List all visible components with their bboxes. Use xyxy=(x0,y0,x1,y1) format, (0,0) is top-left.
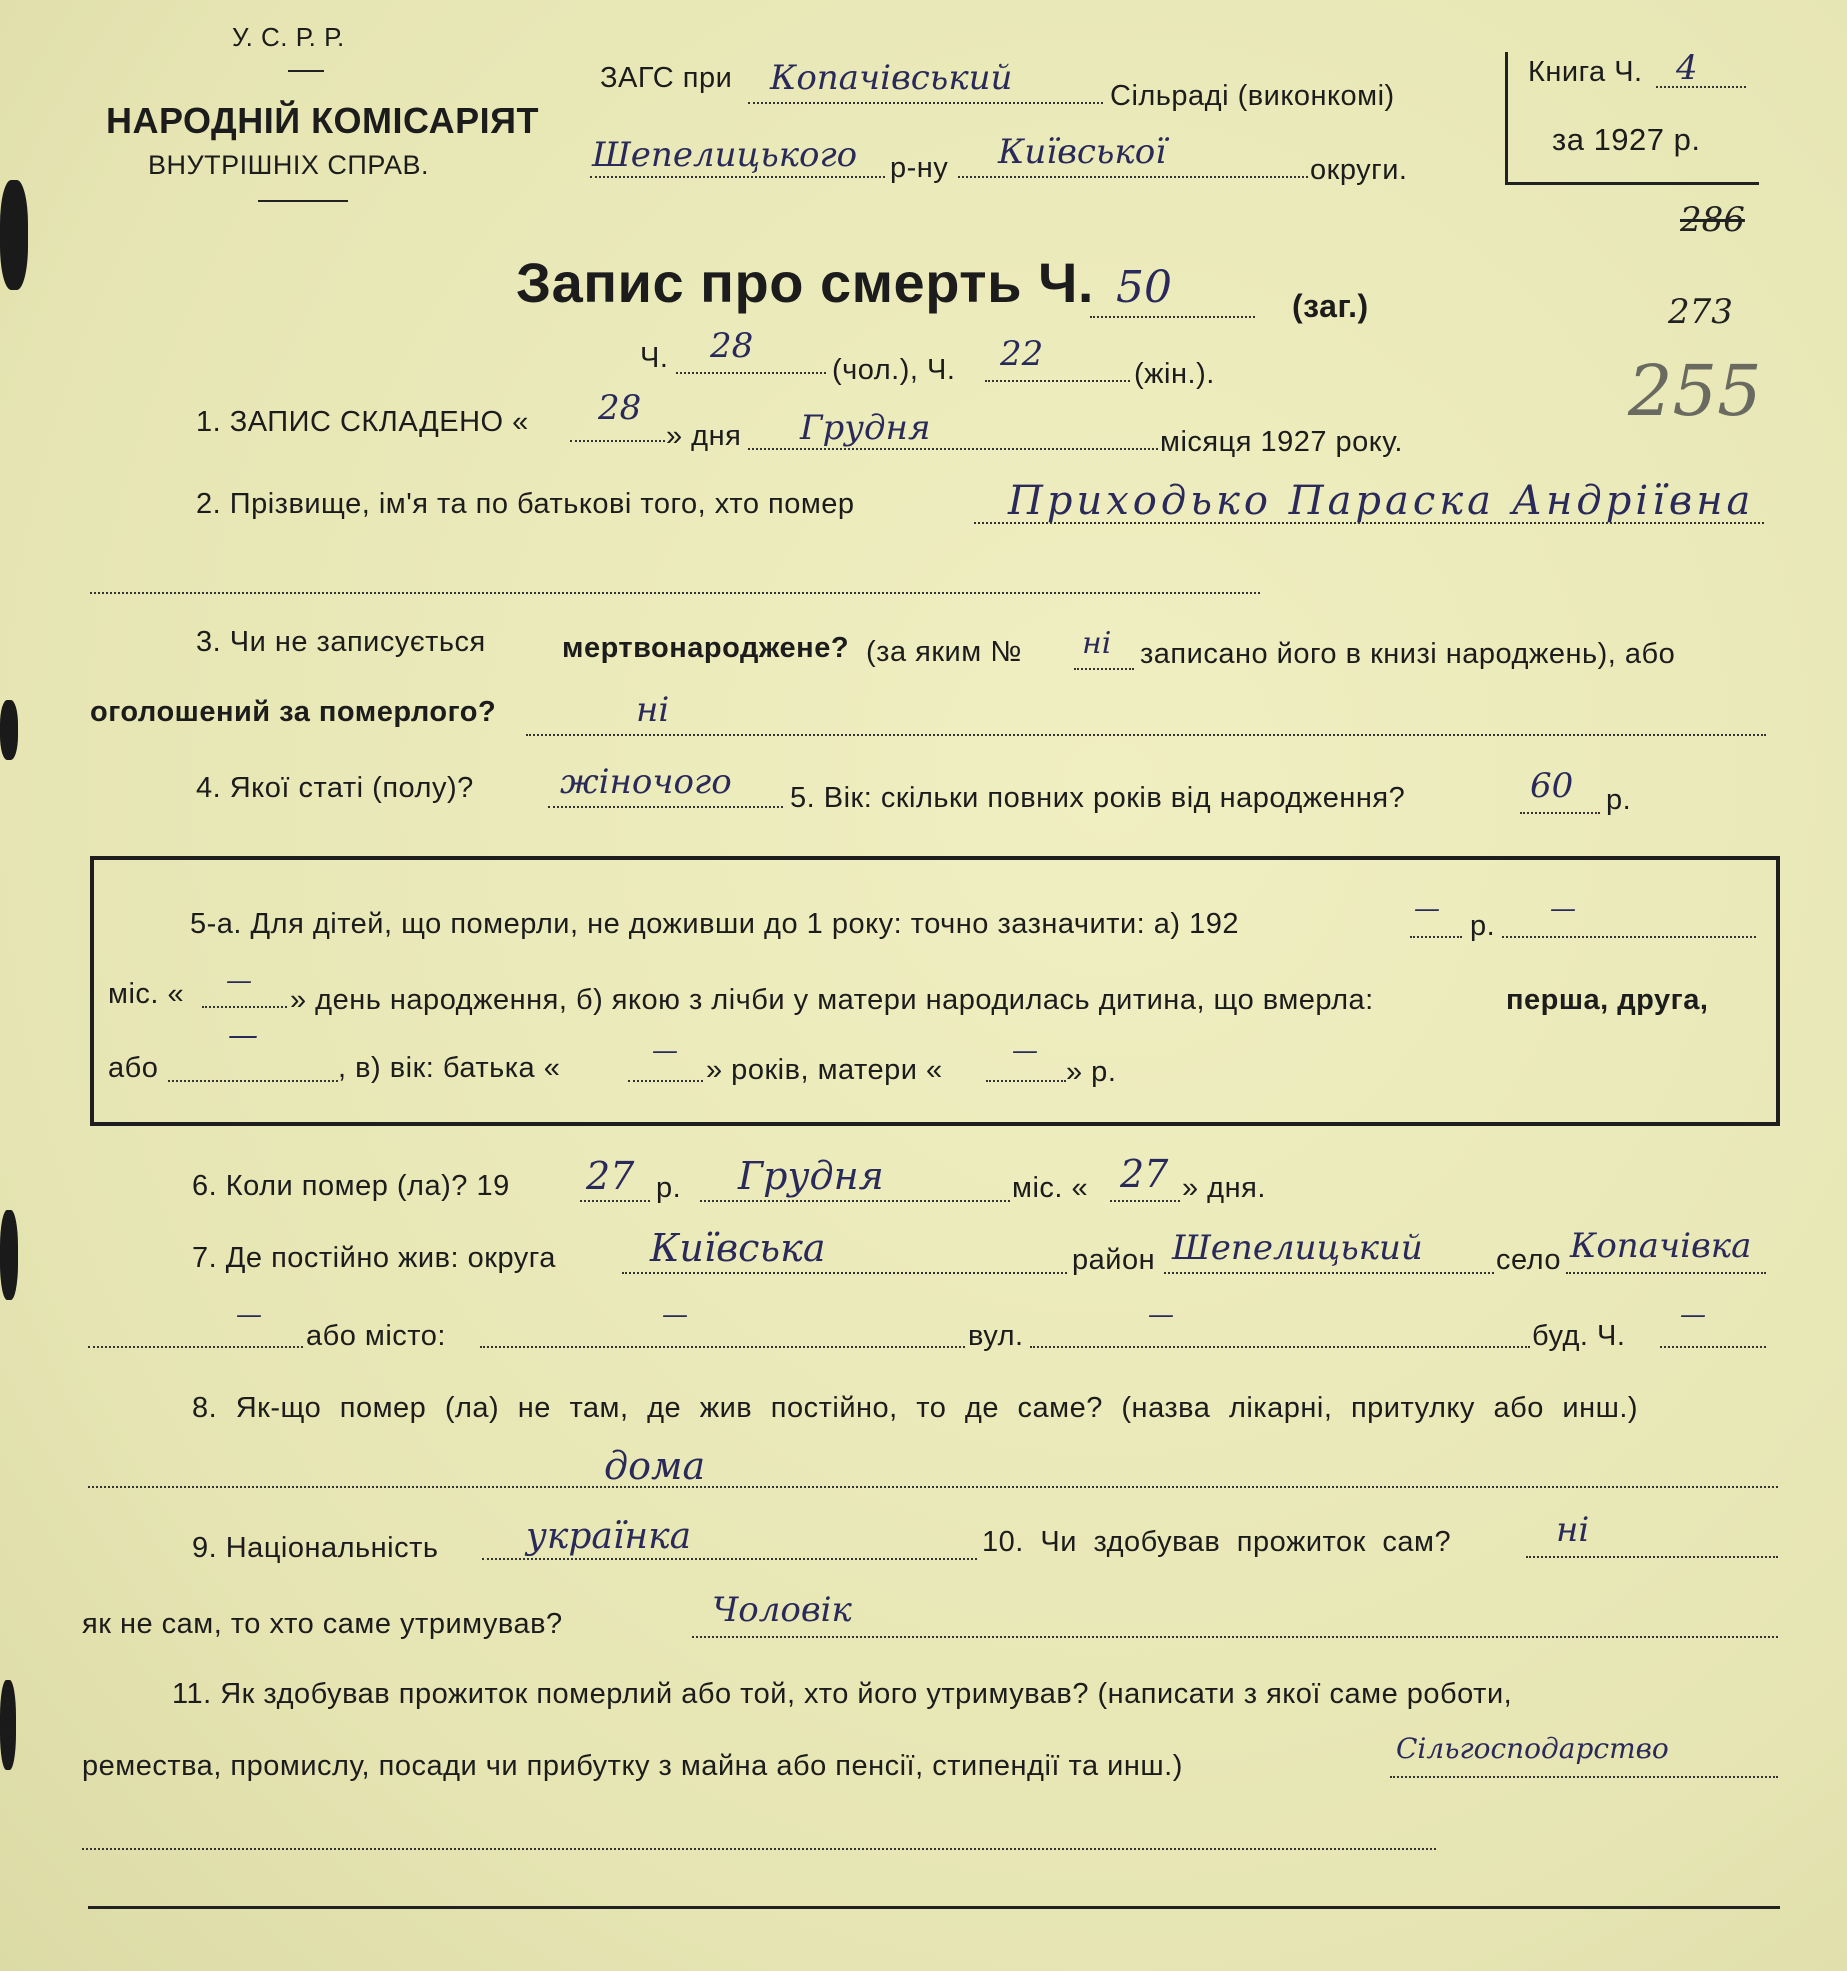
field3-num-line xyxy=(1074,668,1134,670)
field3-num: ні xyxy=(1082,626,1112,661)
record-number-line xyxy=(1090,316,1255,318)
field3-c: (за яким № xyxy=(866,636,1022,668)
field4-value: жіночого xyxy=(560,762,732,802)
field5a-father-dash: — xyxy=(652,1036,678,1066)
field2-value: Приходько Параска Андріївна xyxy=(1008,478,1755,524)
field7-okruha: Київська xyxy=(650,1226,826,1270)
field6-end: » дня. xyxy=(1182,1172,1266,1204)
field3-a: 3. Чи не записується xyxy=(196,626,486,658)
book-value: 4 xyxy=(1676,48,1698,88)
field5a-line1: 5-а. Для дітей, що померли, не доживши до 1 року: точно зазначити: а) 192 xyxy=(190,908,1240,940)
field5a-line2a: міс. « xyxy=(108,978,185,1010)
council-label: Сільраді (виконкомі) xyxy=(1110,80,1395,112)
book-box-bottom xyxy=(1505,182,1759,185)
field10b-line xyxy=(692,1636,1778,1638)
field5a-mother-line xyxy=(986,1080,1066,1082)
field3-e: оголошений за померлого? xyxy=(90,696,497,728)
field6-r: р. xyxy=(656,1172,682,1204)
field7-raion-line xyxy=(1164,1272,1494,1274)
male-count-line xyxy=(676,372,826,374)
field6-year: 27 xyxy=(586,1154,635,1198)
field5a-line3d: » р. xyxy=(1066,1056,1117,1088)
field2-label: 2. Прізвище, ім'я та по батькові того, хто помер xyxy=(196,488,855,520)
zags-line xyxy=(748,102,1103,104)
field11-value: Сільгосподарство xyxy=(1396,1732,1669,1765)
field7-vul-line xyxy=(1030,1346,1530,1348)
divider xyxy=(258,200,348,202)
female-count-line xyxy=(985,380,1130,382)
field5a-r: р. xyxy=(1470,910,1496,942)
okruha-value: Київської xyxy=(998,132,1167,172)
book-year: за 1927 р. xyxy=(1552,122,1701,157)
field5a-day-line xyxy=(202,1006,287,1008)
district-value: Шепелицького xyxy=(592,135,858,175)
field5a-father-line xyxy=(628,1080,703,1082)
field7-bud-line xyxy=(1660,1346,1766,1348)
district-label: р-ну xyxy=(890,152,949,184)
corner-number-3: 255 xyxy=(1628,350,1762,432)
field7-line-2 xyxy=(88,1346,303,1348)
field5a-mother-dash: — xyxy=(1012,1036,1038,1066)
book-label: Книга Ч. xyxy=(1528,56,1643,88)
field7-label: 7. Де постійно жив: округа xyxy=(192,1242,556,1274)
field3-b: мертвонароджене? xyxy=(562,632,850,664)
field7-misto: або місто: xyxy=(306,1320,446,1352)
field7-dash-2: — xyxy=(662,1300,688,1330)
field7-dash-1: — xyxy=(236,1300,262,1330)
field2-line-2 xyxy=(90,592,1260,594)
field5a-line2c: перша, друга, xyxy=(1506,984,1709,1016)
commissariat-title: НАРОДНІЙ КОМІСАРІЯТ xyxy=(106,100,540,141)
field1-label: 1. ЗАПИС СКЛАДЕНО « xyxy=(196,406,529,438)
field6-mis: міс. « xyxy=(1012,1172,1089,1204)
book-box-left xyxy=(1505,52,1508,184)
field5-line xyxy=(1520,812,1600,814)
field5a-line3a: або xyxy=(108,1052,159,1084)
field7-okruha-line xyxy=(622,1272,1067,1274)
field6-month-line xyxy=(700,1200,1010,1202)
field1-day: 28 xyxy=(598,388,642,428)
field10-value: ні xyxy=(1556,1510,1590,1550)
commissariat-subtitle: ВНУТРІШНІХ СПРАВ. xyxy=(148,150,430,180)
field9-value: українка xyxy=(526,1516,692,1557)
field7-raion: район xyxy=(1072,1244,1156,1276)
male-label: (чол.), Ч. xyxy=(832,354,956,386)
zags-value: Копачівський xyxy=(770,58,1013,98)
female-count: 22 xyxy=(1000,334,1044,374)
republic-label: У. С. Р. Р. xyxy=(232,22,345,52)
zags-label: ЗАГС при xyxy=(600,62,733,94)
field10b-value: Чоловік xyxy=(712,1590,852,1630)
field5-value: 60 xyxy=(1530,766,1574,806)
field7-bud: буд. Ч. xyxy=(1532,1320,1626,1352)
field6-label: 6. Коли помер (ла)? 19 xyxy=(192,1170,510,1202)
field1-mid: » дня xyxy=(666,420,742,452)
field7-selo-line xyxy=(1566,1272,1766,1274)
field11-line2: ремества, промислу, посади чи прибутку з майна або пенсії, стипендії та инш.) xyxy=(82,1750,1183,1782)
field5a-line2b: » день народження, б) якою з лічби у матери народилась дитина, що вмерла: xyxy=(290,984,1374,1016)
field10-label: 10. Чи здобував прожиток сам? xyxy=(982,1526,1452,1558)
record-title: Запис про смерть Ч. xyxy=(516,251,1094,314)
field7-raion-value: Шепелицький xyxy=(1172,1228,1423,1268)
record-number: 50 xyxy=(1116,262,1172,313)
field6-day-line xyxy=(1110,1200,1180,1202)
edge-stain xyxy=(0,700,18,760)
divider xyxy=(288,70,324,72)
field7-dash-3: — xyxy=(1148,1300,1174,1330)
field5a-year-dash: — xyxy=(1414,894,1440,924)
field11-line-2 xyxy=(82,1848,1436,1850)
field8-value: дома xyxy=(604,1444,706,1488)
district-line xyxy=(590,176,885,178)
male-count: 28 xyxy=(710,326,754,366)
field8-label: 8. Як-що помер (ла) не там, де жив постійно, то де саме? (назва лікарні, притулку або инш.) xyxy=(192,1392,1639,1424)
edge-stain xyxy=(0,1210,18,1300)
field5a-month-dash: — xyxy=(1550,894,1576,924)
edge-stain xyxy=(0,1680,16,1770)
field5a-order-line xyxy=(168,1080,338,1082)
okruha-label: округи. xyxy=(1310,154,1408,186)
field6-month: Грудня xyxy=(738,1154,884,1198)
field8-line xyxy=(88,1486,1778,1488)
record-general: (заг.) xyxy=(1292,288,1369,324)
field5a-day-dash: — xyxy=(226,966,252,996)
field5a-line3c: » років, матери « xyxy=(706,1054,943,1086)
book-line xyxy=(1656,86,1746,88)
field1-end: місяця 1927 року. xyxy=(1160,426,1403,458)
field4-line xyxy=(548,806,783,808)
edge-stain xyxy=(0,180,28,290)
male-count-label: Ч. xyxy=(640,342,669,374)
field6-year-line xyxy=(580,1200,650,1202)
okruha-line xyxy=(958,176,1308,178)
field3-value: ні xyxy=(636,690,670,730)
field7-vul: вул. xyxy=(968,1320,1024,1352)
field9-label: 9. Національність xyxy=(192,1532,439,1564)
field5-end: р. xyxy=(1606,784,1632,816)
field1-month: Грудня xyxy=(800,408,931,448)
field10b-label: як не сам, то хто саме утримував? xyxy=(82,1608,563,1640)
field3-d: записано його в книзі народжень), або xyxy=(1140,638,1676,670)
field7-dash-4: — xyxy=(1680,1300,1706,1330)
corner-number-2: 273 xyxy=(1668,292,1733,332)
field11-line1: 11. Як здобував прожиток померлий або той, хто його утримував? (написати з якої саме роботи, xyxy=(172,1678,1513,1710)
field7-misto-line xyxy=(480,1346,965,1348)
field1-month-line xyxy=(748,448,1158,450)
field7-selo-value: Копачівка xyxy=(1570,1226,1752,1266)
field1-day-line xyxy=(570,440,665,442)
field10-line xyxy=(1526,1556,1778,1558)
field7-selo: село xyxy=(1496,1244,1562,1276)
field5a-month-line xyxy=(1502,936,1756,938)
field3-line xyxy=(526,734,1766,736)
field11-line xyxy=(1390,1776,1778,1778)
field5a-order-dash: — xyxy=(228,1018,258,1053)
field5a-year-line xyxy=(1410,936,1462,938)
female-label: (жін.). xyxy=(1134,358,1215,390)
field4-label: 4. Якої статі (полу)? xyxy=(196,772,474,804)
field9-line xyxy=(482,1558,977,1560)
field5a-line3b: , в) вік: батька « xyxy=(338,1052,561,1084)
bottom-rule xyxy=(88,1906,1780,1909)
corner-number-1: 286 xyxy=(1680,200,1745,240)
field6-day: 27 xyxy=(1120,1152,1169,1196)
field5-label: 5. Вік: скільки повних років від народження? xyxy=(790,782,1406,814)
